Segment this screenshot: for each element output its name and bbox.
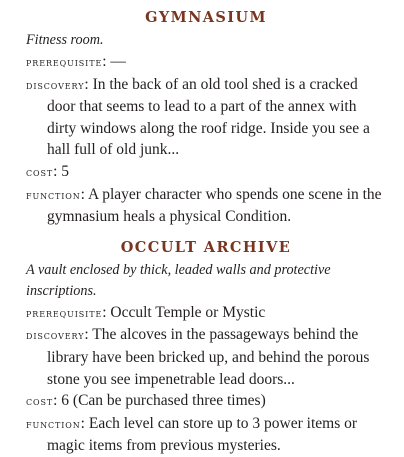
prerequisite-value: — (110, 53, 126, 70)
discovery-entry: discovery: In the back of an old tool shed is a cracked door that seems to lead to a part of the annex with dirty windows along the roof ridge. Inside you see a hall full of old junk... (26, 75, 370, 159)
section-subtitle: Fitness room. (26, 32, 104, 48)
function-text: Each level can store up to 3 power items or magic items from previous mysteries. (47, 414, 358, 455)
prerequisite-value: Occult Temple or Mystic (110, 303, 266, 321)
cost-value: 5 (61, 162, 70, 180)
discovery-text: The alcoves in the passageways behind the library have been bricked up, and behind the porous stone you see impenetrable lead doors... (47, 326, 370, 388)
discovery-entry: discovery: The alcoves in the passageways behind the library have been bricked up, and behind the porous stone you see impenetrable lead doors... (26, 326, 370, 388)
discovery-text: In the back of an old tool shed is a cracked door that seems to lead to a part of the annex with dirty windows along the roof ridge. Inside you see a hall full of old junk... (47, 75, 370, 159)
prerequisite-label: prerequisite (26, 306, 103, 320)
occult-archive-section (26, 238, 386, 457)
cost-entry: cost: 5 (26, 162, 70, 180)
section-title: OCCULT ARCHIVE (120, 238, 292, 256)
section-title: GYMNASIUM (145, 9, 267, 26)
section-subtitle: A vault enclosed by thick, leaded walls and protective inscriptions. (26, 261, 331, 299)
cost-value: 6 (Can be purchased three times) (61, 392, 266, 410)
function-text: A player character who spends one scene in the gymnasium heals a physical Condition. (47, 185, 382, 226)
prerequisite-entry: prerequisite: Occult Temple or Mystic (26, 303, 266, 321)
function-label: function (26, 188, 81, 202)
prerequisite-entry: prerequisite: — (26, 53, 126, 70)
cost-entry: cost: 6 (Can be purchased three times) (26, 392, 266, 410)
function-label: function (26, 417, 81, 431)
cost-label: cost (26, 395, 54, 409)
discovery-label: discovery (26, 329, 85, 343)
gymnasium-section (26, 8, 386, 228)
prerequisite-label: prerequisite (26, 56, 103, 69)
function-entry: function: Each level can store up to 3 power items or magic items from previous mysteries. (26, 414, 358, 455)
discovery-label: discovery (26, 78, 85, 92)
function-entry: function: A player character who spends one scene in the gymnasium heals a physical Condition. (26, 185, 382, 226)
cost-label: cost (26, 165, 54, 179)
